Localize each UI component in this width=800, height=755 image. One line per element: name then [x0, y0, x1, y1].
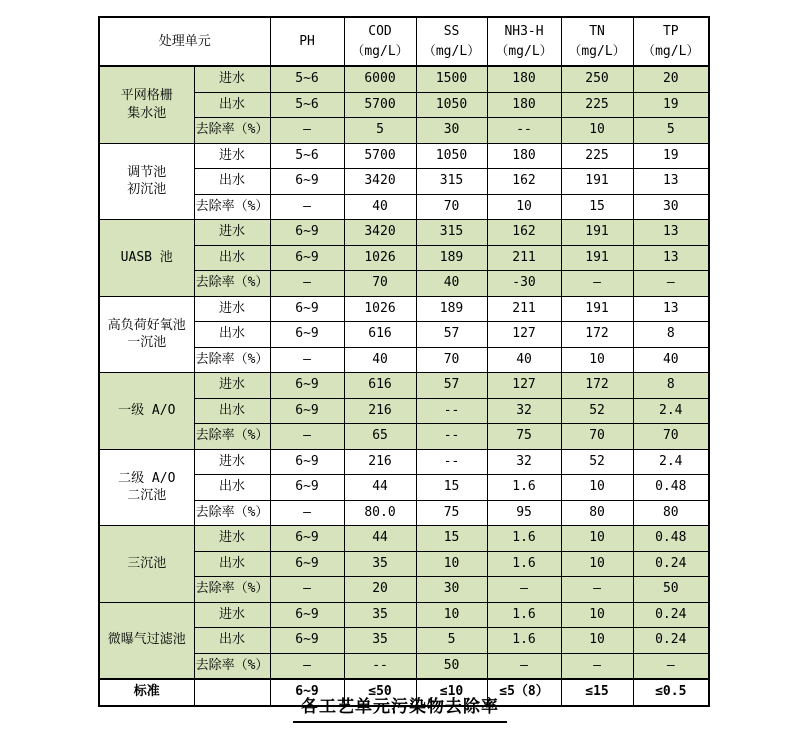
value-cell: 13	[633, 220, 709, 246]
col-header-tp	[633, 17, 709, 66]
value-cell: 57	[416, 322, 487, 348]
col-header-tp-name: TP	[662, 24, 679, 39]
row-label-cell: 去除率（%）	[194, 424, 270, 450]
group-name-line: 集水池	[127, 105, 167, 121]
col-header-treatment-unit: 处理单元	[99, 17, 270, 66]
value-cell: 3420	[344, 169, 416, 195]
value-cell: 162	[487, 169, 561, 195]
value-cell: 6~9	[270, 220, 344, 246]
value-cell: 2.4	[633, 398, 709, 424]
group-name-cell	[99, 373, 194, 450]
value-cell: 191	[561, 220, 633, 246]
value-cell: 191	[561, 169, 633, 195]
removal-rate-table	[98, 16, 710, 707]
value-cell: 172	[561, 322, 633, 348]
group-name-cell	[99, 143, 194, 220]
row-label-cell: 进水	[194, 373, 270, 399]
value-cell: —	[270, 577, 344, 603]
value-cell: 32	[487, 398, 561, 424]
value-cell: 13	[633, 245, 709, 271]
row-label-cell: 出水	[194, 245, 270, 271]
value-cell: 80	[561, 500, 633, 526]
value-cell: 0.24	[633, 551, 709, 577]
value-cell: —	[633, 271, 709, 297]
value-cell: 40	[344, 347, 416, 373]
value-cell: 15	[416, 526, 487, 552]
value-cell: 20	[344, 577, 416, 603]
row-label-cell: 出水	[194, 398, 270, 424]
value-cell: 127	[487, 373, 561, 399]
table-row	[99, 602, 709, 628]
standard-value-cell: ≤5（8）	[487, 679, 561, 706]
value-cell: 5~6	[270, 143, 344, 169]
value-cell: 1050	[416, 92, 487, 118]
value-cell: 70	[561, 424, 633, 450]
value-cell: 40	[416, 271, 487, 297]
value-cell: 40	[344, 194, 416, 220]
value-cell: 315	[416, 169, 487, 195]
value-cell: 75	[416, 500, 487, 526]
value-cell: 8	[633, 322, 709, 348]
col-header-ph	[270, 17, 344, 66]
row-label-cell: 进水	[194, 220, 270, 246]
row-label-cell: 出水	[194, 551, 270, 577]
table-row	[99, 526, 709, 552]
row-label-cell: 进水	[194, 526, 270, 552]
value-cell: 1026	[344, 296, 416, 322]
value-cell: 10	[561, 551, 633, 577]
value-cell: —	[270, 424, 344, 450]
value-cell: 315	[416, 220, 487, 246]
value-cell: 127	[487, 322, 561, 348]
col-header-tp-unit: （mg/L）	[642, 43, 700, 59]
value-cell: 5	[344, 118, 416, 144]
value-cell: 1026	[344, 245, 416, 271]
group-name-line: 三沉池	[127, 555, 167, 571]
group-name-line: 一沉池	[127, 335, 167, 351]
value-cell: 216	[344, 449, 416, 475]
table-row	[99, 66, 709, 92]
value-cell: 57	[416, 373, 487, 399]
value-cell: 0.48	[633, 475, 709, 501]
value-cell: -30	[487, 271, 561, 297]
value-cell: —	[270, 653, 344, 679]
group-name-cell	[99, 220, 194, 297]
row-label-cell: 进水	[194, 449, 270, 475]
value-cell: 19	[633, 143, 709, 169]
row-label-cell: 去除率（%）	[194, 194, 270, 220]
value-cell: 5700	[344, 92, 416, 118]
standard-value-cell: ≤50	[344, 679, 416, 706]
col-header-ss-unit: （mg/L）	[422, 43, 481, 59]
value-cell: 35	[344, 628, 416, 654]
group-name-line: 二级 A/O	[118, 470, 176, 486]
value-cell: 95	[487, 500, 561, 526]
value-cell: —	[561, 271, 633, 297]
table-row	[99, 143, 709, 169]
value-cell: 225	[561, 92, 633, 118]
value-cell: 10	[416, 551, 487, 577]
col-header-nh3h	[487, 17, 561, 66]
value-cell: 70	[416, 347, 487, 373]
value-cell: --	[416, 424, 487, 450]
group-name-line: 高负荷好氧池	[107, 317, 186, 333]
row-label-cell: 去除率（%）	[194, 271, 270, 297]
value-cell: 44	[344, 475, 416, 501]
value-cell: 1.6	[487, 526, 561, 552]
value-cell: 10	[416, 602, 487, 628]
group-name-line: 二沉池	[127, 488, 167, 504]
col-header-tn	[561, 17, 633, 66]
value-cell: 250	[561, 66, 633, 92]
standard-value-cell: 6~9	[270, 679, 344, 706]
value-cell: 180	[487, 66, 561, 92]
standard-value-cell: ≤0.5	[633, 679, 709, 706]
table-row	[99, 373, 709, 399]
row-label-cell: 去除率（%）	[194, 347, 270, 373]
value-cell: 5~6	[270, 92, 344, 118]
group-name-cell	[99, 296, 194, 373]
value-cell: 6~9	[270, 526, 344, 552]
value-cell: 1050	[416, 143, 487, 169]
value-cell: 10	[561, 118, 633, 144]
col-header-cod-name: COD	[368, 24, 392, 39]
value-cell: 80.0	[344, 500, 416, 526]
table-row	[99, 296, 709, 322]
value-cell: --	[487, 118, 561, 144]
row-label-cell: 去除率（%）	[194, 118, 270, 144]
value-cell: 20	[633, 66, 709, 92]
value-cell: 6~9	[270, 373, 344, 399]
value-cell: 32	[487, 449, 561, 475]
col-header-tn-unit: （mg/L）	[568, 43, 626, 59]
group-name-line: 微曝气过滤池	[107, 632, 186, 648]
value-cell: 10	[487, 194, 561, 220]
group-name-line: UASB 池	[120, 249, 173, 265]
row-label-cell: 出水	[194, 628, 270, 654]
value-cell: 211	[487, 296, 561, 322]
value-cell: 1.6	[487, 602, 561, 628]
value-cell: 1.6	[487, 551, 561, 577]
group-name-cell	[99, 602, 194, 679]
value-cell: 225	[561, 143, 633, 169]
value-cell: 216	[344, 398, 416, 424]
col-header-ss-name: SS	[443, 24, 460, 39]
row-label-cell: 进水	[194, 143, 270, 169]
value-cell: 6~9	[270, 398, 344, 424]
value-cell: 191	[561, 245, 633, 271]
value-cell: 2.4	[633, 449, 709, 475]
value-cell: 35	[344, 551, 416, 577]
value-cell: –	[487, 577, 561, 603]
value-cell: 191	[561, 296, 633, 322]
group-name-cell	[99, 449, 194, 526]
value-cell: 8	[633, 373, 709, 399]
value-cell: 1500	[416, 66, 487, 92]
value-cell: 30	[416, 118, 487, 144]
value-cell: 6~9	[270, 169, 344, 195]
value-cell: 70	[633, 424, 709, 450]
value-cell: 6~9	[270, 551, 344, 577]
value-cell: 40	[487, 347, 561, 373]
value-cell: 6~9	[270, 322, 344, 348]
value-cell: 65	[344, 424, 416, 450]
value-cell: 616	[344, 322, 416, 348]
value-cell: 50	[633, 577, 709, 603]
value-cell: 5	[633, 118, 709, 144]
value-cell: 40	[633, 347, 709, 373]
col-header-nh3h-unit: （mg/L）	[495, 43, 553, 59]
value-cell: 52	[561, 398, 633, 424]
row-label-cell: 去除率（%）	[194, 500, 270, 526]
value-cell: 10	[561, 526, 633, 552]
value-cell: 1.6	[487, 628, 561, 654]
value-cell: 15	[561, 194, 633, 220]
row-label-cell: 出水	[194, 169, 270, 195]
value-cell: —	[270, 118, 344, 144]
value-cell: 50	[416, 653, 487, 679]
value-cell: 52	[561, 449, 633, 475]
value-cell: 162	[487, 220, 561, 246]
standard-label-cell: 标准	[99, 679, 194, 706]
group-name-line: 调节池	[127, 164, 167, 180]
value-cell: --	[416, 449, 487, 475]
col-header-cod-unit: （mg/L）	[351, 43, 409, 59]
row-label-cell: 出水	[194, 475, 270, 501]
col-header-ph-name: PH	[299, 33, 315, 49]
value-cell: 211	[487, 245, 561, 271]
value-cell: —	[270, 347, 344, 373]
group-name-line: 初沉池	[127, 182, 167, 198]
value-cell: 6~9	[270, 296, 344, 322]
value-cell: 10	[561, 347, 633, 373]
value-cell: --	[344, 653, 416, 679]
table-body	[99, 66, 709, 706]
value-cell: 13	[633, 296, 709, 322]
standard-value-cell: ≤10	[416, 679, 487, 706]
value-cell: 35	[344, 602, 416, 628]
value-cell: 70	[344, 271, 416, 297]
row-label-cell: 去除率（%）	[194, 653, 270, 679]
value-cell: 19	[633, 92, 709, 118]
value-cell: 6000	[344, 66, 416, 92]
value-cell: 0.24	[633, 628, 709, 654]
col-header-ss	[416, 17, 487, 66]
table-container	[98, 16, 710, 707]
value-cell: 189	[416, 245, 487, 271]
group-name-line: 平网格栅	[120, 88, 173, 104]
value-cell: 180	[487, 92, 561, 118]
table-row	[99, 220, 709, 246]
value-cell: 189	[416, 296, 487, 322]
value-cell: 3420	[344, 220, 416, 246]
value-cell: 172	[561, 373, 633, 399]
col-header-tn-name: TN	[589, 24, 605, 39]
value-cell: 0.48	[633, 526, 709, 552]
value-cell: 13	[633, 169, 709, 195]
value-cell: 6~9	[270, 602, 344, 628]
group-name-cell	[99, 526, 194, 603]
value-cell: 6~9	[270, 449, 344, 475]
value-cell: —	[633, 653, 709, 679]
value-cell: –	[487, 653, 561, 679]
value-cell: 30	[633, 194, 709, 220]
table-caption: 各工艺单元污染物去除率	[293, 692, 507, 723]
value-cell: –	[561, 577, 633, 603]
value-cell: 80	[633, 500, 709, 526]
value-cell: 6~9	[270, 475, 344, 501]
caption-row	[0, 692, 800, 723]
value-cell: 0.24	[633, 602, 709, 628]
table-row	[99, 449, 709, 475]
value-cell: 10	[561, 628, 633, 654]
row-label-cell: 进水	[194, 296, 270, 322]
value-cell: 5	[416, 628, 487, 654]
value-cell: 75	[487, 424, 561, 450]
value-cell: 616	[344, 373, 416, 399]
value-cell: --	[416, 398, 487, 424]
value-cell: 6~9	[270, 628, 344, 654]
value-cell: 1.6	[487, 475, 561, 501]
value-cell: —	[270, 271, 344, 297]
value-cell: 15	[416, 475, 487, 501]
value-cell: —	[270, 194, 344, 220]
value-cell: 5700	[344, 143, 416, 169]
group-name-cell	[99, 66, 194, 143]
group-name-line: 一级 A/O	[118, 402, 176, 418]
value-cell: 180	[487, 143, 561, 169]
header-row	[99, 17, 709, 66]
value-cell: —	[270, 500, 344, 526]
value-cell: 10	[561, 602, 633, 628]
row-label-cell: 出水	[194, 92, 270, 118]
value-cell: 5~6	[270, 66, 344, 92]
row-label-cell: 出水	[194, 322, 270, 348]
standard-value-cell: ≤15	[561, 679, 633, 706]
col-header-cod	[344, 17, 416, 66]
value-cell: 70	[416, 194, 487, 220]
value-cell: 10	[561, 475, 633, 501]
value-cell: –	[561, 653, 633, 679]
row-label-cell: 进水	[194, 602, 270, 628]
value-cell: 6~9	[270, 245, 344, 271]
col-header-nh3h-name: NH3-H	[504, 24, 544, 39]
value-cell: 44	[344, 526, 416, 552]
row-label-cell: 进水	[194, 66, 270, 92]
value-cell: 30	[416, 577, 487, 603]
row-label-cell: 去除率（%）	[194, 577, 270, 603]
